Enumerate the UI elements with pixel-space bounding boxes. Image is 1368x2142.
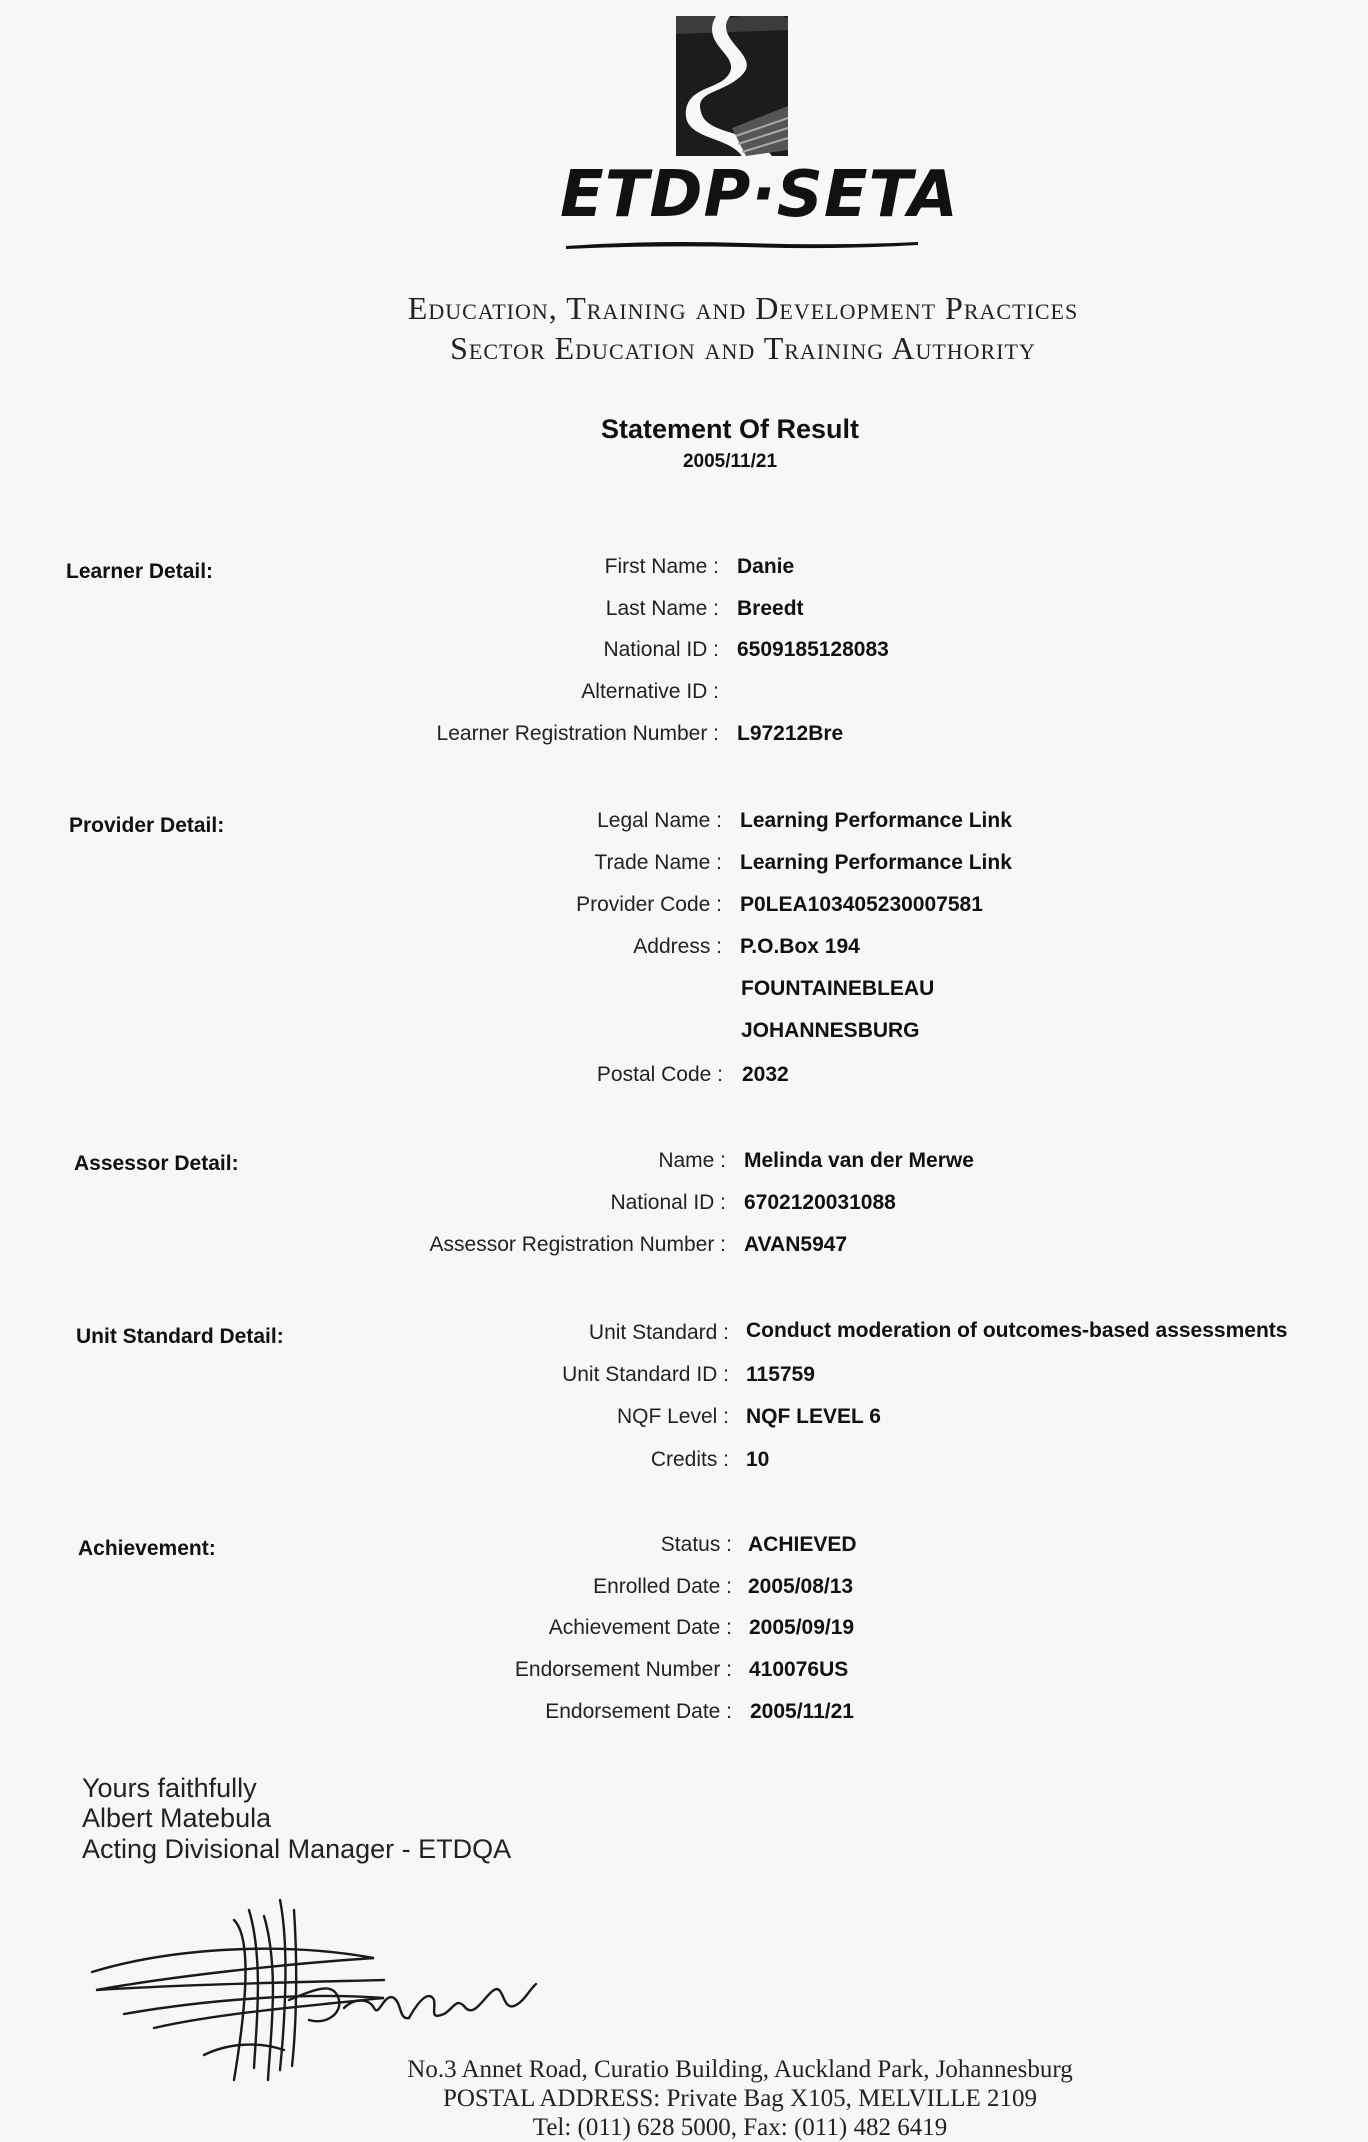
section-heading-provider: Provider Detail: <box>69 814 225 837</box>
field-label: Postal Code : <box>596 1063 723 1086</box>
logo-wordmark: ETDP·SETA <box>560 158 959 232</box>
field-value: 410076US <box>749 1658 849 1681</box>
closing-salutation: Yours faithfully <box>82 1773 257 1803</box>
field-value: 10 <box>746 1448 770 1471</box>
section-heading-learner: Learner Detail: <box>66 560 214 583</box>
field-label: National ID : <box>603 638 719 661</box>
field-value: FOUNTAINEBLEAU <box>741 977 935 1000</box>
field-label: National ID : <box>610 1191 726 1214</box>
signatory-title: Acting Divisional Manager - ETDQA <box>82 1834 512 1864</box>
field-label: Provider Code : <box>576 893 722 916</box>
field-label: Last Name : <box>605 597 719 620</box>
field-value: 6509185128083 <box>737 638 889 661</box>
logo-underline-stroke <box>564 236 920 252</box>
field-value: Melinda van der Merwe <box>744 1149 974 1172</box>
field-label: Trade Name : <box>594 851 722 874</box>
field-value: 2032 <box>742 1063 789 1086</box>
field-value: Danie <box>737 555 795 578</box>
field-label: Enrolled Date : <box>593 1575 732 1598</box>
field-value: 6702120031088 <box>744 1191 896 1214</box>
section-heading-unit-standard: Unit Standard Detail: <box>76 1325 284 1348</box>
field-value: JOHANNESBURG <box>741 1019 920 1042</box>
field-value: 2005/08/13 <box>748 1575 854 1598</box>
field-value: L97212Bre <box>737 722 844 745</box>
field-value: Conduct moderation of outcomes-based assessments <box>746 1319 1288 1342</box>
field-label: First Name : <box>604 555 719 578</box>
footer-contact-numbers: Tel: (011) 628 5000, Fax: (011) 482 6419 <box>532 2114 948 2141</box>
field-value: P0LEA103405230007581 <box>740 893 983 916</box>
field-label: Alternative ID : <box>581 680 719 703</box>
field-value: ACHIEVED <box>748 1533 857 1556</box>
field-value: Breedt <box>737 597 804 620</box>
field-value: NQF LEVEL 6 <box>746 1405 881 1428</box>
document-title: Statement Of Result <box>600 414 860 444</box>
field-label: Name : <box>658 1149 726 1172</box>
field-value: AVAN5947 <box>744 1233 848 1256</box>
field-value: Learning Performance Link <box>740 809 1012 832</box>
field-value: 2005/11/21 <box>750 1700 854 1723</box>
field-label: Endorsement Number : <box>514 1658 732 1681</box>
field-label: Endorsement Date : <box>545 1700 732 1723</box>
section-heading-assessor: Assessor Detail: <box>74 1152 239 1175</box>
organisation-name-line-2: Sector Education and Training Authority <box>450 330 1036 366</box>
footer-postal-address: POSTAL ADDRESS: Private Bag X105, MELVILLE 2109 <box>442 2085 1038 2112</box>
field-label: Assessor Registration Number : <box>429 1233 726 1256</box>
document-date: 2005/11/21 <box>682 451 778 472</box>
organisation-name-line-1: Education, Training and Development Practices <box>407 290 1079 326</box>
field-label: NQF Level : <box>616 1405 729 1428</box>
field-label: Learner Registration Number : <box>436 722 719 745</box>
section-heading-achievement: Achievement: <box>78 1537 216 1560</box>
field-value: 2005/09/19 <box>749 1616 855 1639</box>
field-label: Unit Standard : <box>588 1321 729 1344</box>
field-label: Legal Name : <box>597 809 722 832</box>
footer-physical-address: No.3 Annet Road, Curatio Building, Auckland Park, Johannesburg <box>407 2056 1073 2083</box>
signatory-name: Albert Matebula <box>82 1803 272 1833</box>
field-value: P.O.Box 194 <box>740 935 860 958</box>
field-value: 115759 <box>746 1363 815 1386</box>
field-label: Achievement Date : <box>548 1616 732 1639</box>
field-value: Learning Performance Link <box>740 851 1012 874</box>
field-label: Credits : <box>650 1448 729 1471</box>
field-label: Status : <box>660 1533 732 1556</box>
field-label: Address : <box>633 935 722 958</box>
river-landscape-logo-icon <box>672 10 792 160</box>
field-label: Unit Standard ID : <box>562 1363 729 1386</box>
